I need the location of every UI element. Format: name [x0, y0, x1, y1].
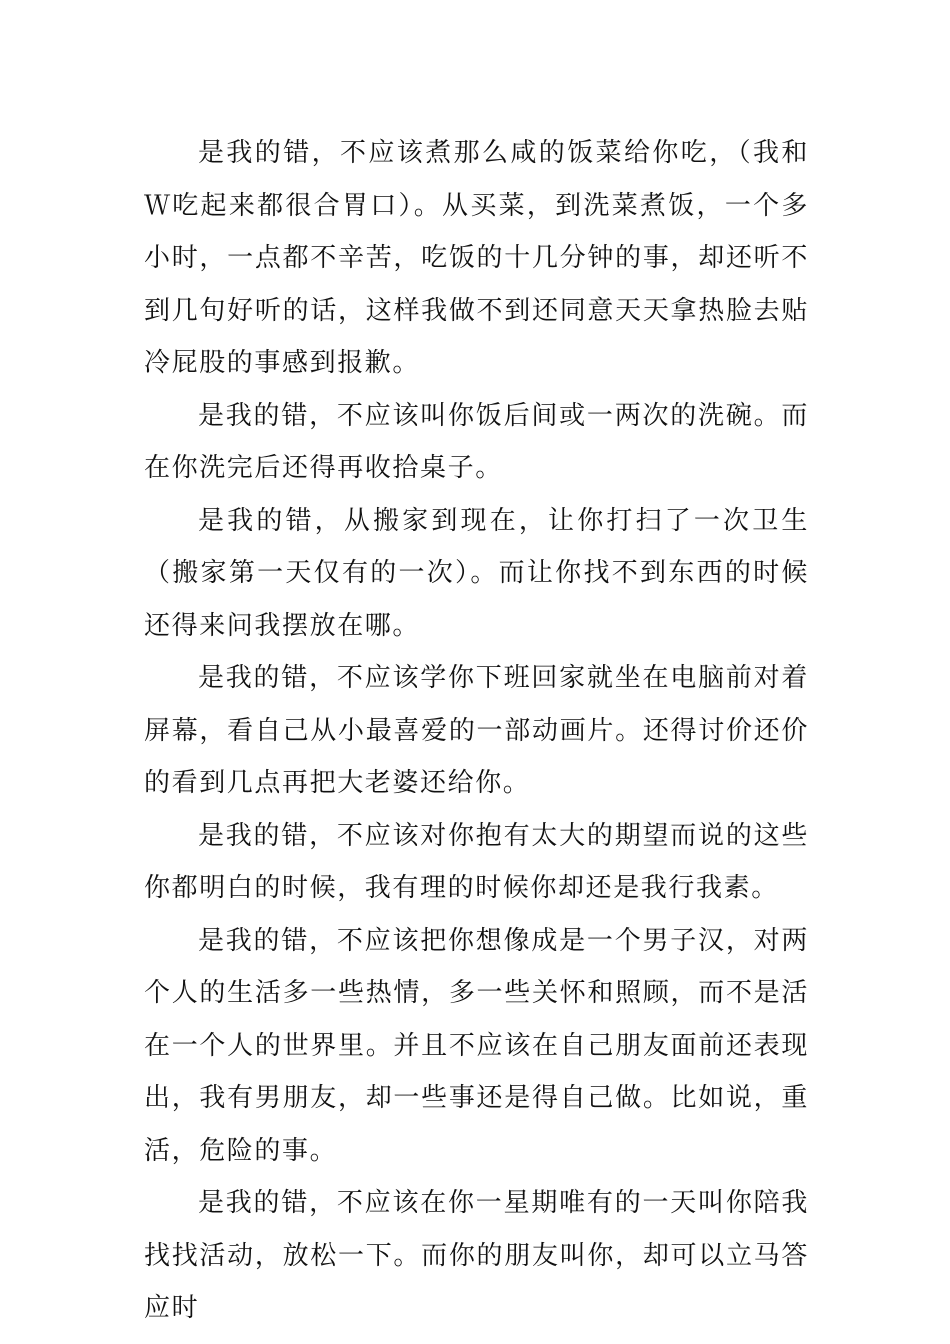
paragraph-7: 是我的错，不应该在你一星期唯有的一天叫你陪我找找活动，放松一下。而你的朋友叫你，却可以立马答应时: [144, 1188, 809, 1323]
paragraph-2: 是我的错，不应该叫你饭后间或一两次的洗碗。而在你洗完后还得再收拾桌子。: [144, 400, 809, 483]
paragraph-5: 是我的错，不应该对你抱有太大的期望而说的这些你都明白的时候，我有理的时候你却还是我行我素。: [144, 820, 809, 903]
paragraph-3: 是我的错，从搬家到现在，让你打扫了一次卫生（搬家第一天仅有的一次）。而让你找不到东西的时候还得来问我摆放在哪。: [144, 505, 809, 641]
document-body: [144, 127, 809, 1335]
paragraph-4: 是我的错，不应该学你下班回家就坐在电脑前对着屏幕，看自己从小最喜爱的一部动画片。还得讨价还价的看到几点再把大老婆还给你。: [144, 663, 809, 798]
paragraph-1: 是我的错，不应该煮那么咸的饭菜给你吃，（我和Ｗ吃起来都很合胃口）。从买菜，到洗菜煮饭，一个多小时，一点都不辛苦，吃饭的十几分钟的事，却还听不到几句好听的话，这样我做不到还同意天天拿热脸去贴冷屁股的事感到报歉。: [144, 138, 809, 378]
paragraph-6: 是我的错，不应该把你想像成是一个男子汉，对两个人的生活多一些热情，多一些关怀和照顾，而不是活在一个人的世界里。并且不应该在自己朋友面前还表现出，我有男朋友，却一些事还是得自己做。比如说，重活，危险的事。: [144, 925, 809, 1166]
